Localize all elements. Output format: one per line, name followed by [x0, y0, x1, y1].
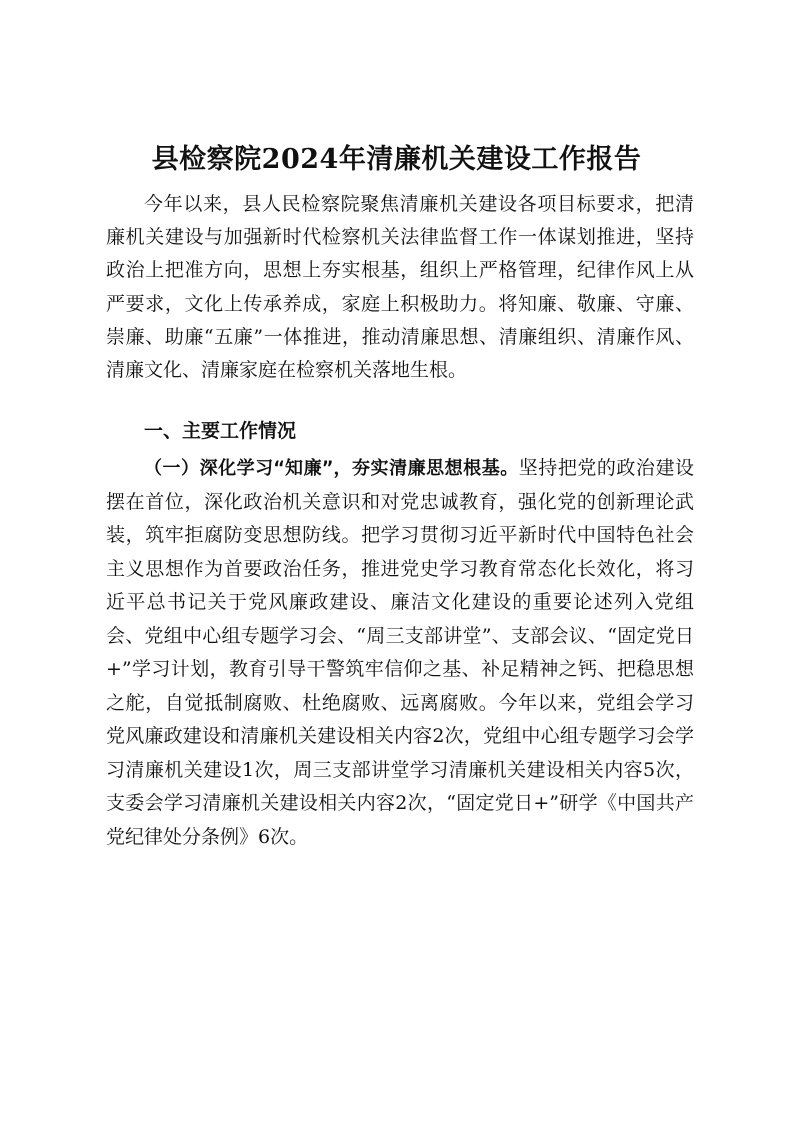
paragraph-lead: （一）深化学习“知廉”，夯实清廉思想根基。: [144, 458, 519, 479]
document-title: 县检察院2024年清廉机关建设工作报告: [151, 144, 642, 175]
paragraph-body: 坚持把党的政治建设摆在首位，深化政治机关意识和对党忠诚教育，强化党的创新理论武装，筑牢拒腐防变思想防线。把学习贯彻习近平新时代中国特色社会主义思想作为首要政治任务，推进党史学习教育常态化长效化，将习近平总书记关于党风廉政建设、廉洁文化建设的重要论述列入党组会、党组中心组专题学习会、“周三支部讲堂”、支部会议、“固定党日+”学习计划，教育引导干警筑牢信仰之基、补足精神之钙、把稳思想之舵，自觉抵制腐败、杜绝腐败、远离腐败。今年以来，党组会学习党风廉政建设和清廉机关建设相关内容2次，党组中心组专题学习会学习清廉机关建设1次，周三支部讲堂学习清廉机关建设相关内容5次，支委会学习清廉机关建设相关内容2次，“固定党日+”研学《中国共产党纪律处分条例》6次。: [106, 457, 694, 848]
section-paragraph: [106, 452, 694, 854]
intro-paragraph: 今年以来，县人民检察院聚焦清廉机关建设各项目标要求，把清廉机关建设与加强新时代检察机关法律监督工作一体谋划推进，坚持政治上把准方向，思想上夯实根基，组织上严格管理，纪律作风上从严要求，文化上传承养成，家庭上积极助力。将知廉、敬廉、守廉、崇廉、助廉“五廉”一体推进，推动清廉思想、清廉组织、清廉作风、清廉文化、清廉家庭在检察机关落地生根。: [106, 193, 694, 382]
section-heading: 一、主要工作情况: [144, 420, 297, 442]
